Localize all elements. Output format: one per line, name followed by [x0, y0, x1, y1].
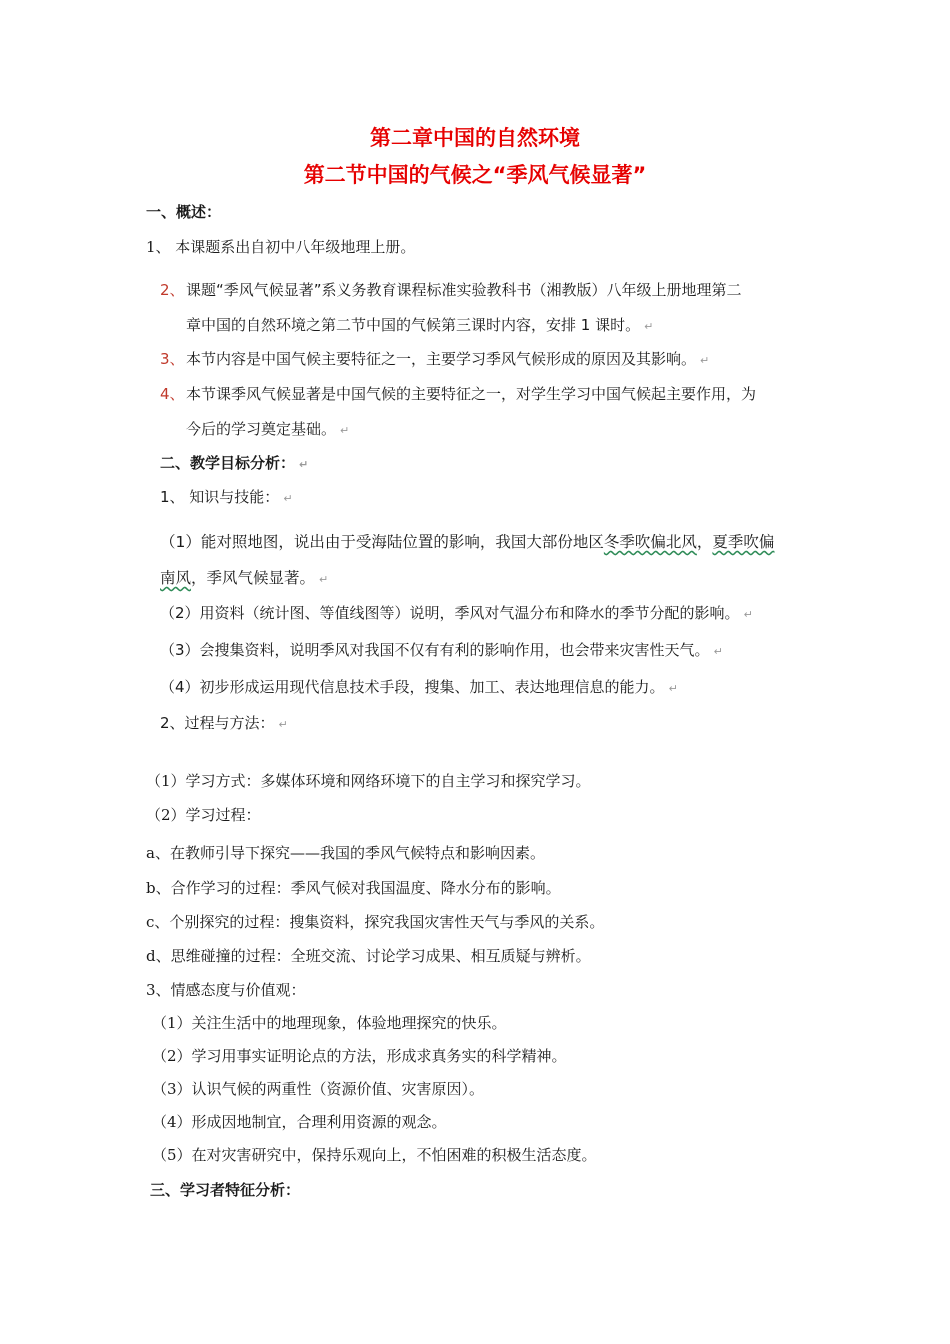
paragraph-mark: ↵: [700, 354, 710, 367]
process-item-d: d、思维碰撞的过程：全班交流、讨论学习成果、相互质疑与辨析。: [146, 947, 591, 965]
section3-heading: 三、学习者特征分析：: [150, 1181, 301, 1199]
knowledge-item-4: （4）初步形成运用现代信息技术手段，搜集、加工、表达地理信息的能力。 ↵: [160, 678, 678, 696]
paragraph-mark: ↵: [743, 608, 753, 621]
emotion-values-heading: 3、情感态度与价值观：: [146, 981, 306, 999]
knowledge-item-1-line2: 南风，季风气候显著。 ↵: [160, 569, 329, 587]
emotion-item-4: （4）形成因地制宜，合理利用资源的观念。: [152, 1113, 447, 1131]
process-item-c: c、个别探究的过程：搜集资料，探究我国灾害性天气与季风的关系。: [146, 913, 605, 931]
process-item-b: b、合作学习的过程：季风气候对我国温度、降水分布的影响。: [146, 879, 561, 897]
section-title: 第二节中国的气候之“季风气候显著”: [303, 163, 647, 187]
overview-item-3-number: 3、: [160, 350, 185, 368]
overview-item-2-line2: 章中国的自然环境之第二节中国的气候第三课时内容，安排 1 课时。 ↵: [186, 316, 654, 334]
emotion-item-2: （2）学习用事实证明论点的方法，形成求真务实的科学精神。: [152, 1047, 567, 1065]
paragraph-mark: ↵: [644, 320, 654, 333]
knowledge-item-3: （3）会搜集资料，说明季风对我国不仅有有利的影响作用，也会带来灾害性天气。 ↵: [160, 641, 723, 659]
paragraph-mark: ↵: [340, 424, 350, 437]
process-item-1: （1）学习方式：多媒体环境和网络环境下的自主学习和探究学习。: [146, 772, 591, 790]
section1-heading: 一、概述：: [146, 203, 222, 221]
overview-item-1: 1、 本课题系出自初中八年级地理上册。: [146, 238, 416, 256]
overview-item-4-line2: 今后的学习奠定基础。 ↵: [186, 420, 350, 438]
knowledge-item-1-line1: （1）能对照地图，说出由于受海陆位置的影响，我国大部份地区冬季吹偏北风，夏季吹偏: [160, 533, 775, 551]
overview-item-2-line1: 课题“季风气候显著”系义务教育课程标准实验教科书（湘教版）八年级上册地理第二: [186, 281, 742, 299]
knowledge-skills-heading: 1、 知识与技能： ↵: [160, 488, 293, 506]
paragraph-mark: ↵: [319, 573, 329, 586]
knowledge-item-2: （2）用资料（统计图、等值线图等）说明，季风对气温分布和降水的季节分配的影响。 ↵: [160, 604, 753, 622]
emotion-item-1: （1）关注生活中的地理现象，体验地理探究的快乐。: [152, 1014, 507, 1032]
process-method-heading: 2、过程与方法： ↵: [160, 714, 288, 732]
paragraph-mark: ↵: [668, 682, 678, 695]
paragraph-mark: ↵: [278, 718, 288, 731]
section2-heading: 二、教学目标分析： ↵: [160, 454, 309, 472]
paragraph-mark: ↵: [299, 458, 309, 471]
overview-item-4-line1: 本节课季风气候显著是中国气候的主要特征之一，对学生学习中国气候起主要作用，为: [186, 385, 757, 403]
chapter-title: 第二章中国的自然环境: [370, 126, 580, 150]
process-item-a: a、在教师引导下探究——我国的季风气候特点和影响因素。: [146, 844, 545, 862]
overview-item-4-number: 4、: [160, 385, 185, 403]
paragraph-mark: ↵: [283, 492, 293, 505]
emotion-item-5: （5）在对灾害研究中，保持乐观向上，不怕困难的积极生活态度。: [152, 1146, 597, 1164]
paragraph-mark: ↵: [713, 645, 723, 658]
overview-item-3-text: 本节内容是中国气候主要特征之一，主要学习季风气候形成的原因及其影响。 ↵: [186, 350, 710, 368]
overview-item-2-number: 2、: [160, 281, 185, 299]
emotion-item-3: （3）认识气候的两重性（资源价值、灾害原因）。: [152, 1080, 485, 1098]
process-item-2: （2）学习过程：: [146, 806, 261, 824]
